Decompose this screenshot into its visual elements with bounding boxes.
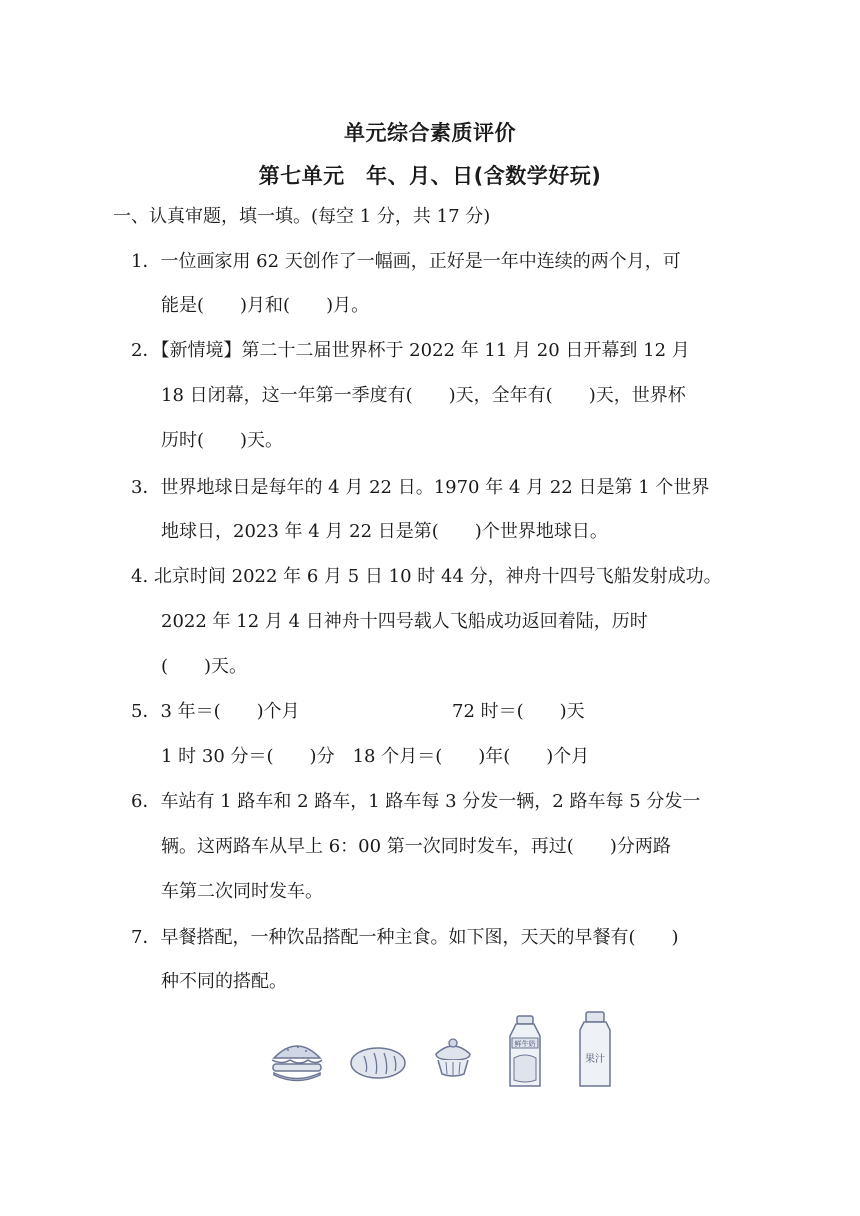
question-5-item-b: 72 时＝( )天 [452,701,585,722]
question-6-line-3: 车第二次同时发车。 [161,881,323,902]
juice-label: 果汁 [585,1054,605,1065]
question-4-line-2: 2022 年 12 月 4 日神舟十四号载人飞船成功返回着陆，历时 [161,611,648,632]
juice-bottle-icon [574,1010,616,1090]
page-title: 单元综合素质评价 [344,121,516,145]
question-5-item-a: 5．3 年＝( )个月 [131,701,300,722]
question-5-item-c: 1 时 30 分＝( )分 18 个月＝( )年( )个月 [161,746,590,767]
question-7-line-2: 种不同的搭配。 [161,971,287,992]
question-2-line-2: 18 日闭幕，这一年第一季度有( )天，全年有( )天，世界杯 [161,385,686,406]
question-1-line-1: 1．一位画家用 62 天创作了一幅画，正好是一年中连续的两个月，可 [131,251,681,272]
question-3-line-2: 地球日，2023 年 4 月 22 日是第( )个世界地球日。 [161,521,608,542]
milk-bottle-icon [504,1014,546,1090]
question-2-line-3: 历时( )天。 [161,430,284,451]
hamburger-icon [268,1038,326,1084]
question-6-line-1: 6．车站有 1 路车和 2 路车，1 路车每 3 分发一辆，2 路车每 5 分发一 [131,791,701,812]
breakfast-illustration [260,1010,640,1090]
question-4-line-1: 4. 北京时间 2022 年 6 月 5 日 10 时 44 分，神舟十四号飞船发射成功。 [131,566,722,587]
question-2-line-1: 2．【新情境】第二十二届世界杯于 2022 年 11 月 20 日开幕到 12 月 [131,340,690,361]
unit-subtitle: 第七单元 年、月、日(含数学好玩) [258,164,602,188]
question-7-line-1: 7．早餐搭配，一种饮品搭配一种主食。如下图，天天的早餐有( ) [131,927,679,948]
cupcake-icon [430,1034,476,1078]
question-3-line-1: 3．世界地球日是每年的 4 月 22 日。1970 年 4 月 22 日是第 1 个世界 [131,477,710,498]
milk-label: 鲜牛奶 [514,1040,536,1048]
question-6-line-2: 辆。这两路车从早上 6：00 第一次同时发车，再过( )分两路 [161,836,671,857]
bread-icon [348,1044,408,1082]
section-heading: 一、认真审题，填一填。(每空 1 分，共 17 分) [113,206,491,227]
question-1-line-2: 能是( )月和( )月。 [161,295,370,316]
question-4-line-3: ( )天。 [161,656,248,677]
